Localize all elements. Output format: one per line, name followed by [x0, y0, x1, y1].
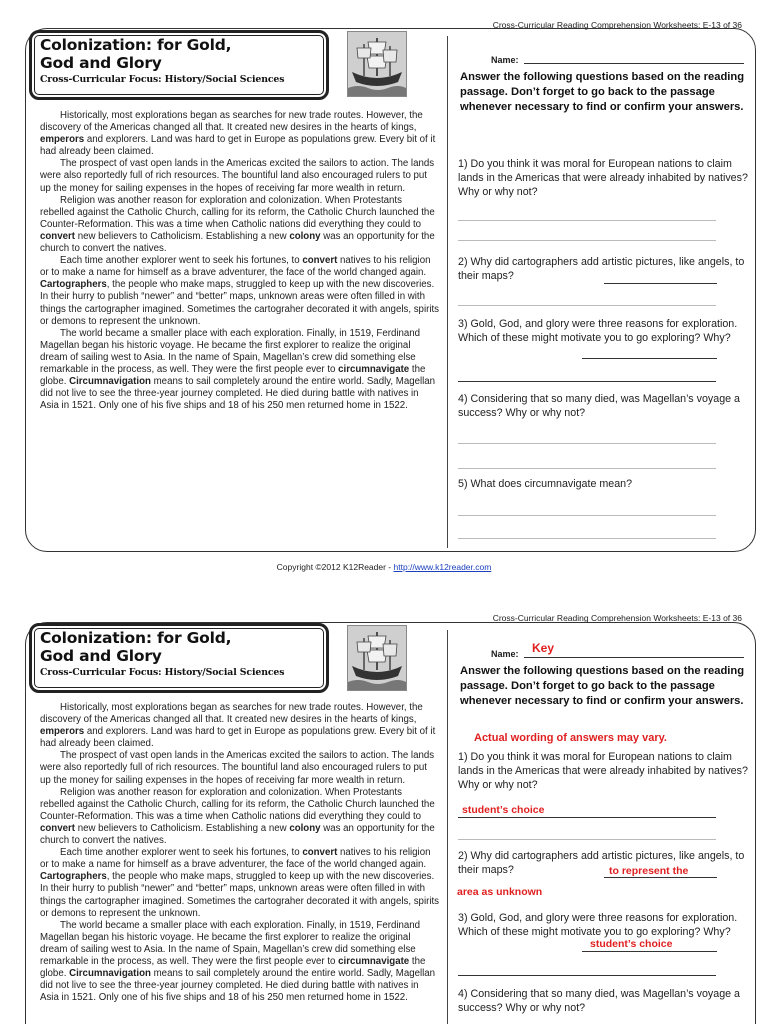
question-3: 3) Gold, God, and glory were three reasons for exploration. Which of these might motivate you to go exploring? Why?	[458, 318, 738, 345]
key-label: Key	[532, 641, 555, 655]
answer-2-line-2: area as unknown	[457, 886, 543, 898]
name-label: Name:	[491, 55, 519, 65]
answer-line[interactable]	[458, 305, 716, 306]
page-header: Cross-Curricular Reading Comprehension Worksheets: E-13 of 36	[492, 20, 742, 30]
copyright-text: Copyright ©2012 K12Reader -	[276, 562, 394, 572]
title-line-2: God and Glory	[40, 54, 162, 72]
page-title	[40, 36, 231, 72]
name-label: Name:	[491, 649, 519, 659]
answer-line[interactable]	[458, 975, 716, 976]
answer-line[interactable]	[458, 381, 716, 382]
answer-line[interactable]	[458, 839, 716, 840]
passage-paragraph: The prospect of vast open lands in the Americas excited the sailors to action. The lands were also reportedly full of rich resources. The bountiful land also encouraged rulers to put up the money for sailing expenses in the hopes of receiving far more wealth in return.	[40, 750, 435, 786]
answers-vary-note: Actual wording of answers may vary.	[474, 732, 667, 744]
question-1: 1) Do you think it was moral for European nations to claim lands in the Americas that were already inhabited by natives? Why or why not?	[458, 158, 748, 199]
instructions: Answer the following questions based on the reading passage. Don’t forget to go back to the passage whenever necessary to find or confirm your answers.	[460, 665, 745, 707]
page-title	[40, 629, 231, 665]
answer-2-line-1: to represent the	[609, 865, 689, 877]
name-field[interactable]	[524, 657, 744, 658]
reading-passage	[40, 110, 439, 412]
answer-1: student’s choice	[462, 804, 545, 816]
passage-paragraph: The prospect of vast open lands in the Americas excited the sailors to action. The lands were also reportedly full of rich resources. The bountiful land also encouraged rulers to put up the money for sailing expenses in the hopes of receiving far more wealth in return.	[40, 158, 435, 194]
answer-line[interactable]	[582, 951, 717, 952]
passage-paragraph: The world became a smaller place with each exploration. Finally, in 1519, Ferdinand Magellan began his historic voyage. He became the first explorer to realize the original dream of sailing west to Asia. In the name of Spain, Magellan’s crew did something else remarkable in the process, as well. They were the first people ever to circumnavigate the globe. Circumnavigation means to sail completely around the entire world. Sadly, Magellan did not live to see the three-year journey completed. He died during battle with natives in Asia in 1521. Only one of his five ships and 18 of his 250 men returned home in 1522.	[40, 327, 436, 412]
column-divider	[447, 36, 448, 548]
sailing-ship-image	[347, 625, 407, 691]
title-box	[29, 30, 329, 100]
passage-paragraph: The world became a smaller place with each exploration. Finally, in 1519, Ferdinand Magellan began his historic voyage. He became the first explorer to realize the original dream of sailing west to Asia. In the name of Spain, Magellan’s crew did something else remarkable in the process, as well. They were the first people ever to circumnavigate the globe. Circumnavigation means to sail completely around the entire world. Sadly, Magellan did not live to see the three-year journey completed. He died during battle with natives in Asia in 1521. Only one of his five ships and 18 of his 250 men returned home in 1522.	[40, 919, 436, 1004]
page-subtitle: Cross-Curricular Focus: History/Social Sciences	[40, 74, 285, 85]
title-line-1: Colonization: for Gold,	[40, 36, 232, 54]
answer-3: student’s choice	[590, 938, 673, 950]
answer-line[interactable]	[458, 220, 716, 221]
question-5: 5) What does circumnavigate mean?	[458, 478, 633, 490]
question-4: 4) Considering that so many died, was Magellan’s voyage a success? Why or why not?	[458, 393, 740, 420]
answer-line[interactable]	[458, 240, 716, 241]
sailing-ship-image	[347, 31, 407, 97]
answer-line[interactable]	[458, 817, 716, 818]
passage-paragraph: Each time another explorer went to seek his fortunes, to convert natives to his religion or to make a name for himself as a brave adventurer, the face of the world changed again. Cartographers, the people who make maps, struggled to keep up with the new discoveries. In their hurry to publish “newer” and “better” maps, unknown areas were often filled in with things the cartographer imagined. Sometimes the cartograher decorated it with angels, spirits or demons to represent the unknown.	[40, 847, 440, 919]
answer-line[interactable]	[604, 877, 717, 878]
answer-line[interactable]	[604, 283, 717, 284]
copyright-link[interactable]: http://www.k12reader.com	[393, 562, 492, 572]
worksheet-page-key	[0, 594, 768, 1024]
column-divider	[447, 630, 448, 1024]
copyright	[0, 562, 768, 572]
question-2: 2) Why did cartographers add artistic pictures, like angels, to their maps?	[458, 256, 745, 283]
title-line-1: Colonization: for Gold,	[40, 629, 232, 647]
answer-line[interactable]	[458, 538, 716, 539]
page-subtitle: Cross-Curricular Focus: History/Social Sciences	[40, 667, 285, 678]
answer-line[interactable]	[458, 443, 716, 444]
question-2: 2) Why did cartographers add artistic pictures, like angels, to their maps?	[458, 850, 745, 877]
answer-line[interactable]	[582, 358, 717, 359]
name-field[interactable]	[524, 63, 744, 64]
passage-paragraph: Historically, most explorations began as searches for new trade routes. However, the discovery of the Americas changed all that. It created new desires in the hearts of kings, emperors and explorers. Land was hard to get in Europe as populations grew. Every bit of it had already been claimed.	[40, 110, 436, 158]
passage-paragraph: Each time another explorer went to seek his fortunes, to convert natives to his religion or to make a name for himself as a brave adventurer, the face of the world changed again. Cartographers, the people who make maps, struggled to keep up with the new discoveries. In their hurry to publish “newer” and “better” maps, unknown areas were often filled in with things the cartographer imagined. Sometimes the cartograher decorated it with angels, spirits or demons to represent the unknown.	[40, 255, 440, 327]
passage-paragraph: Religion was another reason for exploration and colonization. When Protestants rebelled against the Catholic Church, calling for its reform, the Catholic Church launched the Counter-Reformation. This was a time when Catholic nations did everything they could to convert new believers to Catholicism. Establishing a new colony was an opportunity for the church to convert the natives.	[40, 194, 435, 255]
question-1: 1) Do you think it was moral for European nations to claim lands in the Americas that were already inhabited by natives? Why or why not?	[458, 751, 748, 792]
answer-line[interactable]	[458, 515, 716, 516]
instructions: Answer the following questions based on the reading passage. Don’t forget to go back to the passage whenever necessary to find or confirm your answers.	[460, 71, 745, 113]
passage-paragraph: Historically, most explorations began as searches for new trade routes. However, the discovery of the Americas changed all that. It created new desires in the hearts of kings, emperors and explorers. Land was hard to get in Europe as populations grew. Every bit of it had already been claimed.	[40, 702, 436, 750]
title-line-2: God and Glory	[40, 647, 162, 665]
title-box	[29, 623, 329, 693]
passage-paragraph: Religion was another reason for exploration and colonization. When Protestants rebelled against the Catholic Church, calling for its reform, the Catholic Church launched the Counter-Reformation. This was a time when Catholic nations did everything they could to convert new believers to Catholicism. Establishing a new colony was an opportunity for the church to convert the natives.	[40, 786, 435, 847]
page-header: Cross-Curricular Reading Comprehension Worksheets: E-13 of 36	[492, 613, 742, 623]
reading-passage	[40, 702, 439, 1004]
question-4: 4) Considering that so many died, was Magellan’s voyage a success? Why or why not?	[458, 988, 740, 1015]
question-3: 3) Gold, God, and glory were three reasons for exploration. Which of these might motivate you to go exploring? Why?	[458, 912, 738, 939]
answer-line[interactable]	[458, 468, 716, 469]
